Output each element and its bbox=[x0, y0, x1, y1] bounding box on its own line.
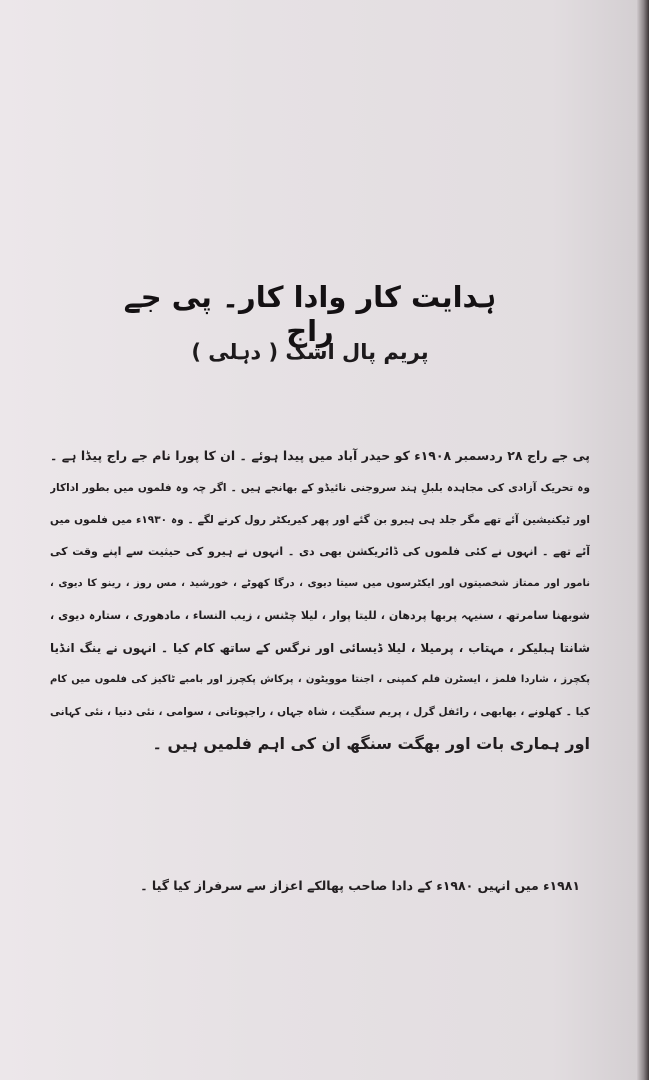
body-line: آئے تھے ۔ انہوں نے کئی فلموں کی ڈائریکشن بھی دی ۔ انہوں نے ہیرو کی حیثیت سے اپنے وقت کی bbox=[50, 545, 590, 558]
author-byline: پریم پال اشک ( دہلی ) bbox=[191, 340, 429, 364]
body-line: پکچرز ، شاردا فلمز ، ایسٹرن فلم کمپنی ، اجنتا موویٹون ، پرکاش پکچرز اور بامبے ٹاکیز کی فلموں میں کام bbox=[50, 674, 590, 685]
body-line: اور ہماری بات اور بھگت سنگھ ان کی اہم فلمیں ہیں ۔ bbox=[152, 734, 590, 753]
body-line: وہ تحریک آزادی کی مجاہدہ بلبلِ ہند سروجنی نائیڈو کے بھانجے ہیں ۔ اگر چہ وہ فلموں میں بطور اداکار bbox=[50, 482, 590, 494]
body-line: نامور اور ممتاز شخصیتوں اور ایکٹرسوں میں سیتا دیوی ، درگا کھوٹے ، خورشید ، مس روز ، رینو کا دیوی ، bbox=[50, 578, 590, 589]
article-body bbox=[50, 440, 590, 760]
body-line: اور ٹیکنیشین آئے تھے مگر جلد ہی ہیرو بن گئے اور پھر کیریکٹر رول کرنے لگے ۔ وہ ۱۹۳۰ء میں فلموں میں bbox=[50, 514, 590, 526]
body-line: شوبھنا سامرتھ ، سنیہہ پربھا پردھان ، للیتا پوار ، لیلا چٹنس ، زیب النساء ، مادھوری ، ستارہ دیوی ، bbox=[50, 609, 590, 622]
closing-paragraph: ۱۹۸۱ء میں انہیں ۱۹۸۰ء کے دادا صاحب پھالکے اعزاز سے سرفراز کیا گیا ۔ bbox=[140, 878, 580, 893]
body-line: پی جے راج ۲۸ ردسمبر ۱۹۰۸ء کو حیدر آباد میں پیدا ہوئے ۔ ان کا پورا نام جے راج پیڈا ہے ۔ bbox=[50, 448, 590, 463]
body-line: شانتا ہبلیکر ، مہتاب ، پرمیلا ، لیلا ڈیسائی اور نرگس کے ساتھ کام کیا ۔ انہوں نے ینگ انڈیا bbox=[50, 641, 590, 655]
book-spine-edge bbox=[637, 0, 649, 1080]
body-line: کیا ۔ کھلونے ، بھابھی ، رائفل گرل ، پریم سنگیت ، شاہ جہاں ، راجپوتانی ، سوامی ، نئی دنیا ، نئی کہانی bbox=[50, 706, 590, 718]
article-title: ہدایت کار وادا کار۔ پی جے راج bbox=[123, 280, 497, 348]
